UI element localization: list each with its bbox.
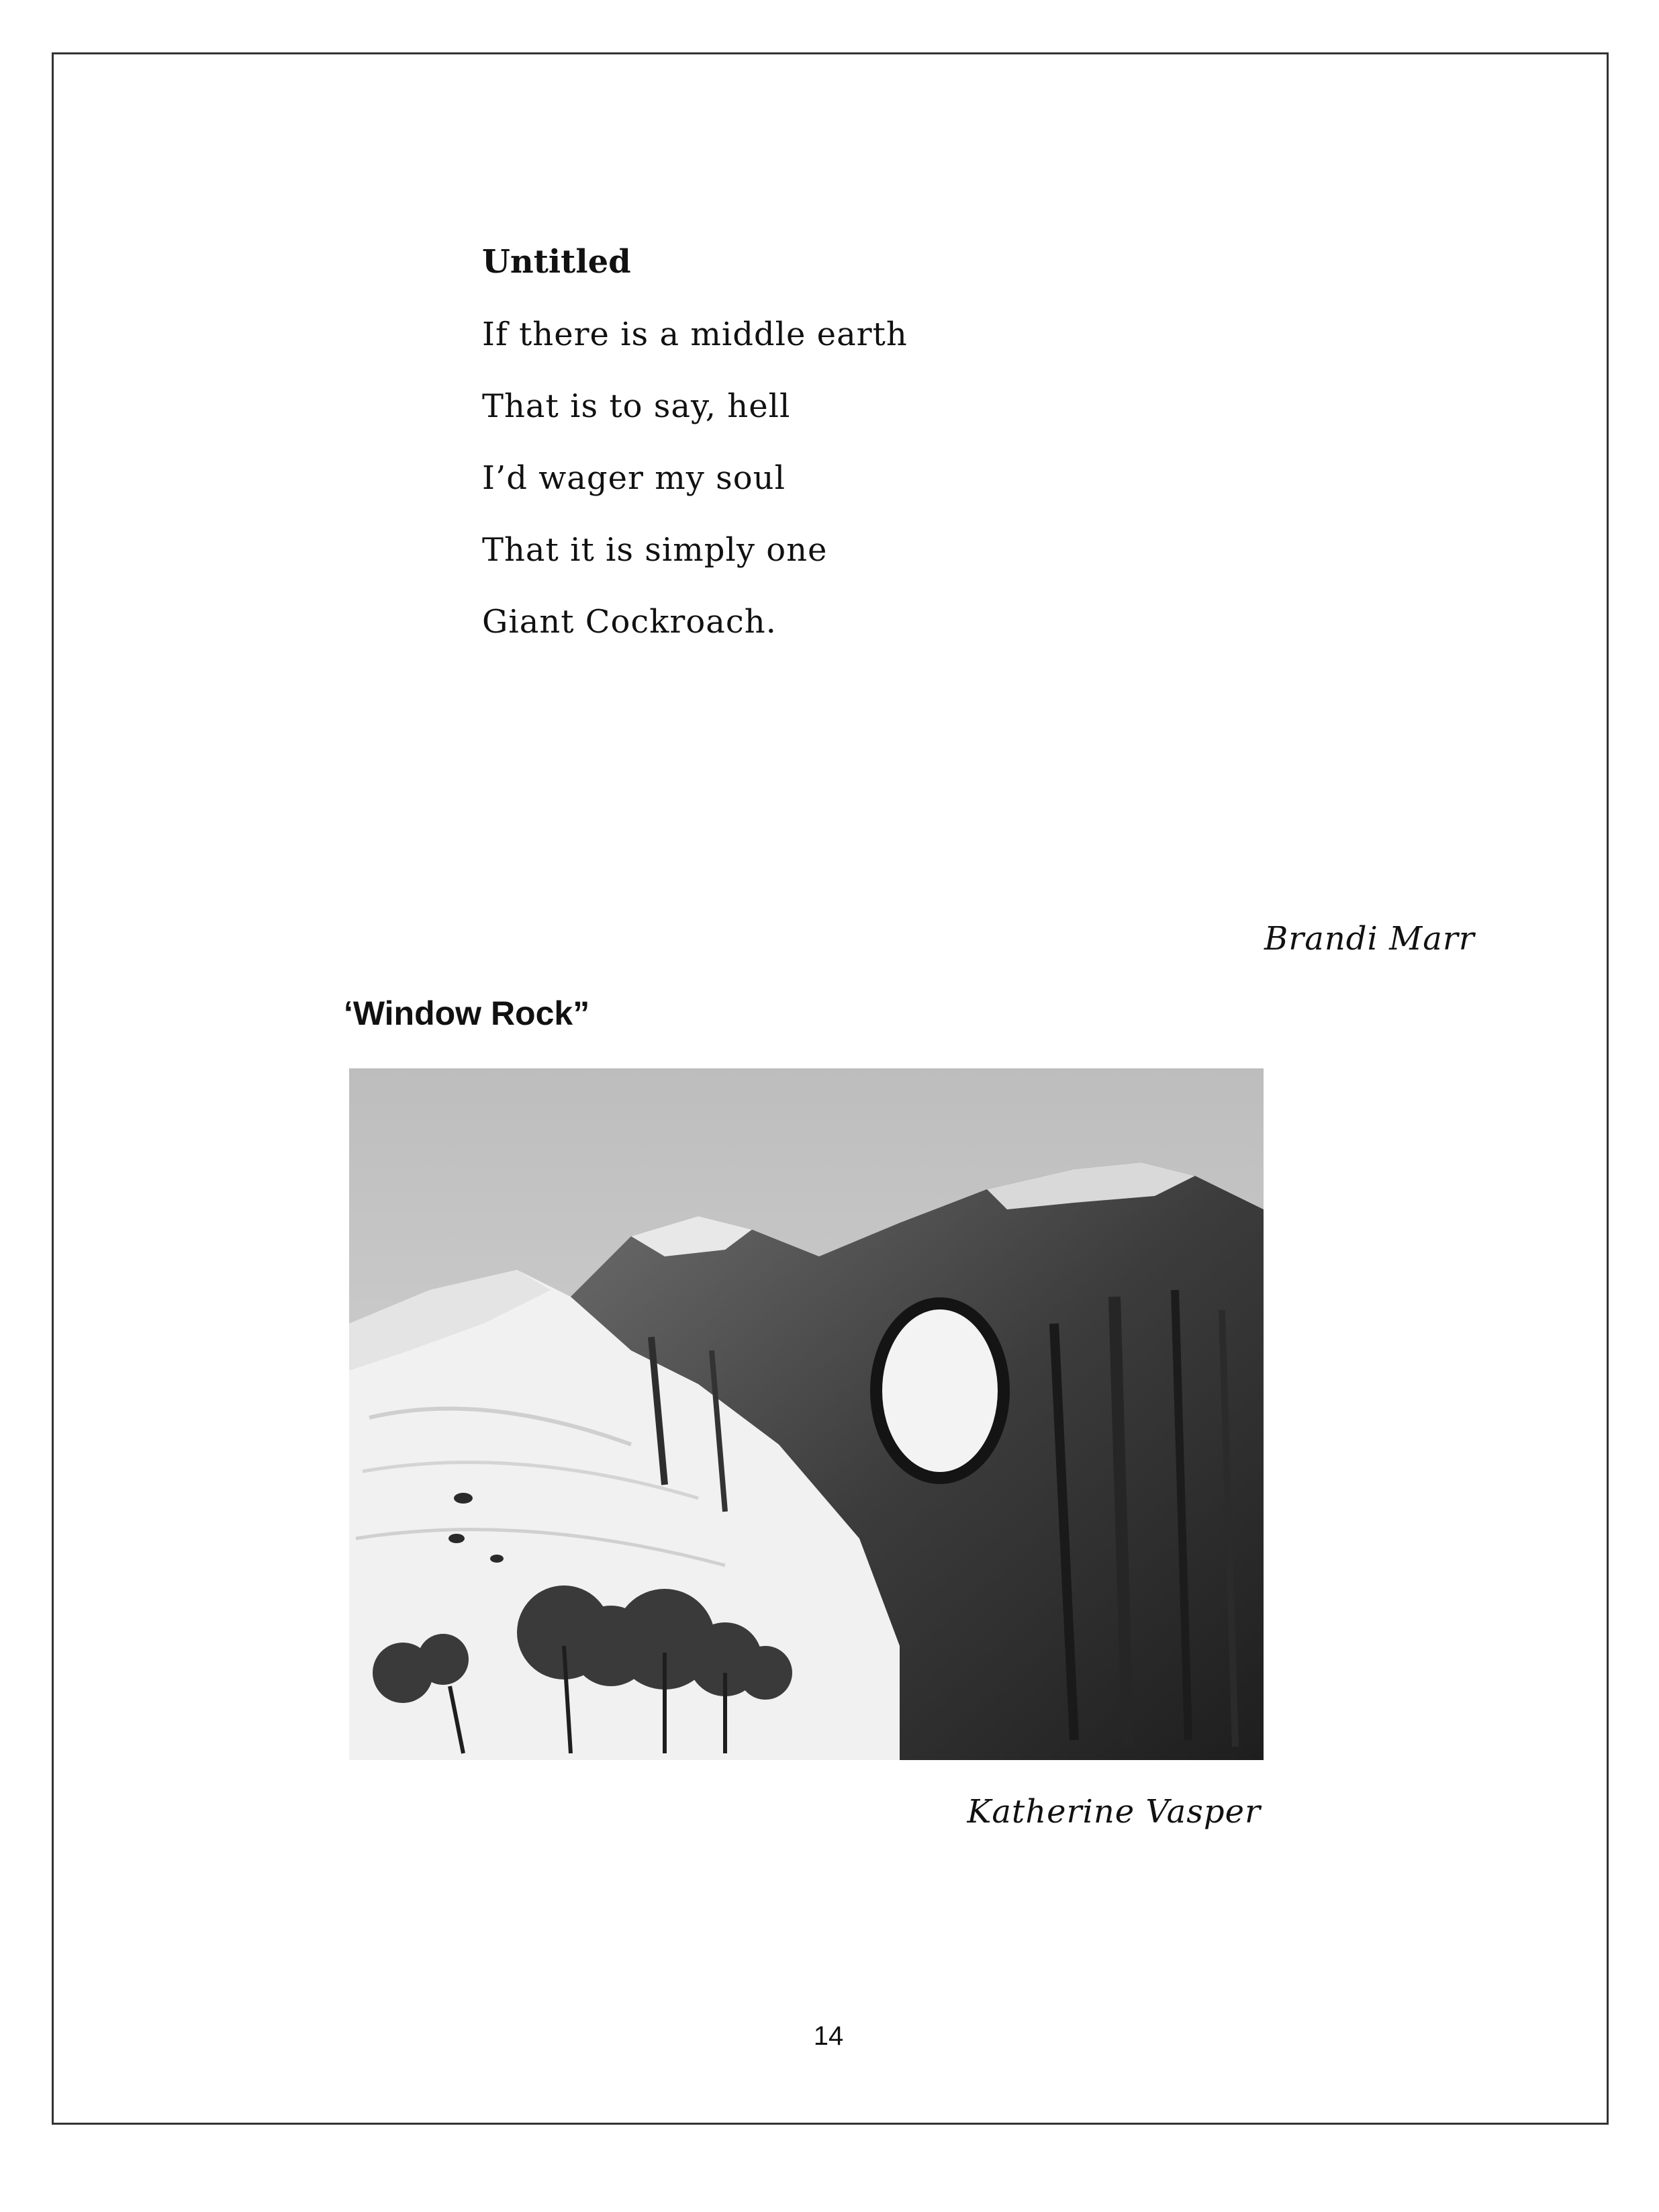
poem-title: Untitled bbox=[482, 243, 631, 281]
poem bbox=[482, 242, 1475, 958]
artwork-title: ʻWindow Rock” bbox=[344, 995, 590, 1032]
page-number: 14 bbox=[813, 2021, 844, 2051]
poem-line: That is to say, hell bbox=[482, 387, 791, 425]
poem-body bbox=[482, 299, 1221, 658]
artwork-author: Katherine Vasper bbox=[967, 1793, 1261, 1831]
poem-line: If there is a middle earth bbox=[482, 316, 908, 353]
poem-author: Brandi Marr bbox=[1264, 920, 1475, 958]
poem-line: That it is simply one bbox=[482, 531, 828, 569]
window-rock-photo bbox=[349, 1068, 1264, 1760]
poem-line: Giant Cockroach. bbox=[482, 603, 777, 641]
poem-line: I’d wager my soul bbox=[482, 459, 786, 497]
